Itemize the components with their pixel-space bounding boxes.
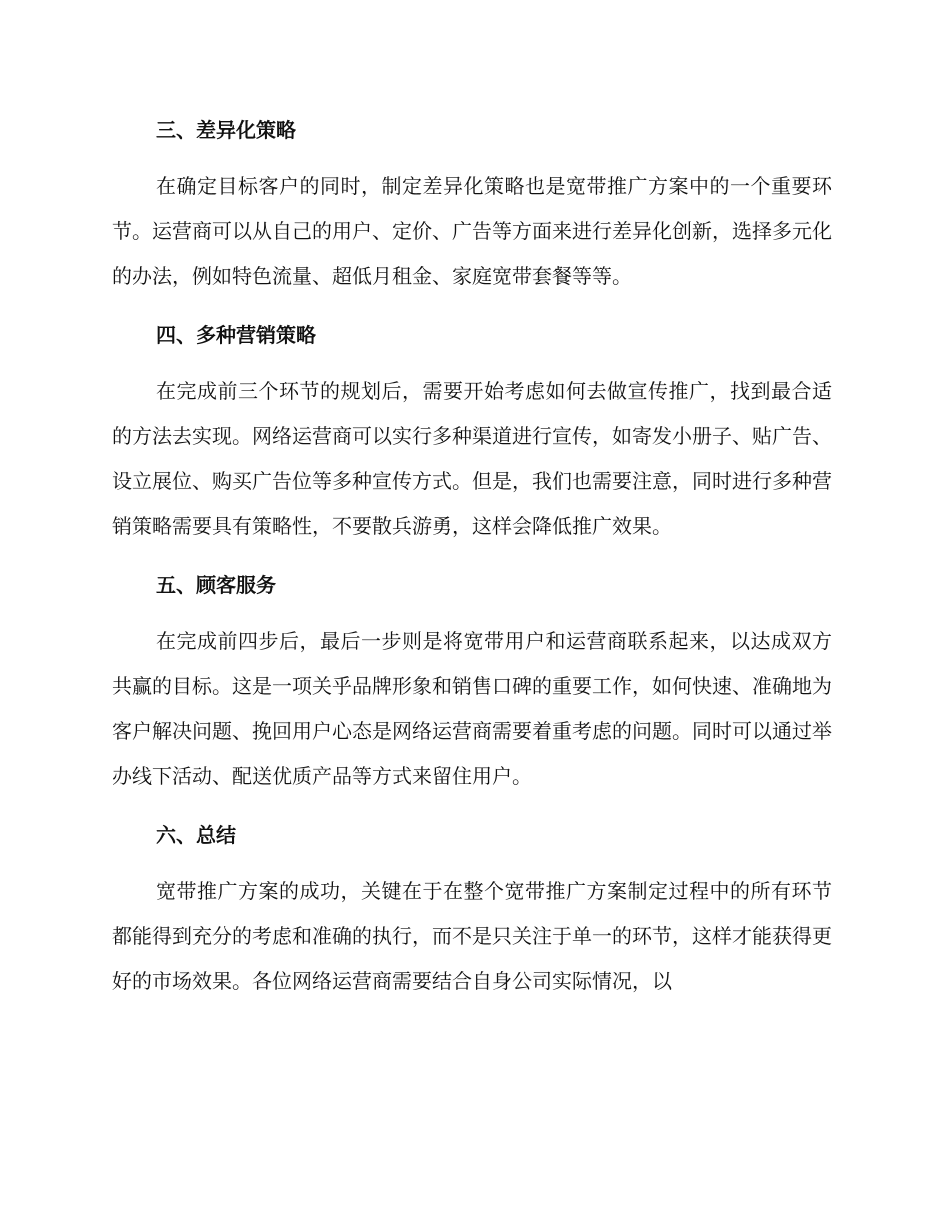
section-paragraph: 在完成前四步后，最后一步则是将宽带用户和运营商联系起来，以达成双方共赢的目标。这是一项关乎品牌形象和销售口碑的重要工作，如何快速、准确地为客户解决问题、挽回用户心态是网络运营商需要着重考虑的问题。同时可以通过举办线下活动、配送优质产品等方式来留住用户。 bbox=[112, 629, 832, 788]
section-paragraph: 在确定目标客户的同时，制定差异化策略也是宽带推广方案中的一个重要环节。运营商可以从自己的用户、定价、广告等方面来进行差异化创新，选择多元化的办法，例如特色流量、超低月租金、家庭宽带套餐等等。 bbox=[112, 174, 832, 288]
document-body bbox=[112, 108, 832, 1004]
section-paragraph: 宽带推广方案的成功，关键在于在整个宽带推广方案制定过程中的所有环节都能得到充分的考虑和准确的执行，而不是只关注于单一的环节，这样才能获得更好的市场效果。各位网络运营商需要结合自身公司实际情况，以 bbox=[112, 879, 832, 993]
section-heading: 六、总结 bbox=[156, 823, 236, 847]
section-heading: 四、多种营销策略 bbox=[156, 323, 316, 347]
section-marketing-strategies bbox=[112, 313, 832, 563]
section-paragraph: 在完成前三个环节的规划后，需要开始考虑如何去做宣传推广，找到最合适的方法去实现。网络运营商可以实行多种渠道进行宣传，如寄发小册子、贴广告、设立展位、购买广告位等多种宣传方式。但是，我们也需要注意，同时进行多种营销策略需要具有策略性，不要散兵游勇，这样会降低推广效果。 bbox=[112, 379, 832, 538]
section-differentiation bbox=[112, 108, 832, 313]
section-heading: 五、顾客服务 bbox=[156, 573, 276, 597]
section-heading: 三、差异化策略 bbox=[156, 118, 296, 142]
section-summary bbox=[112, 813, 832, 1004]
section-customer-service bbox=[112, 563, 832, 813]
